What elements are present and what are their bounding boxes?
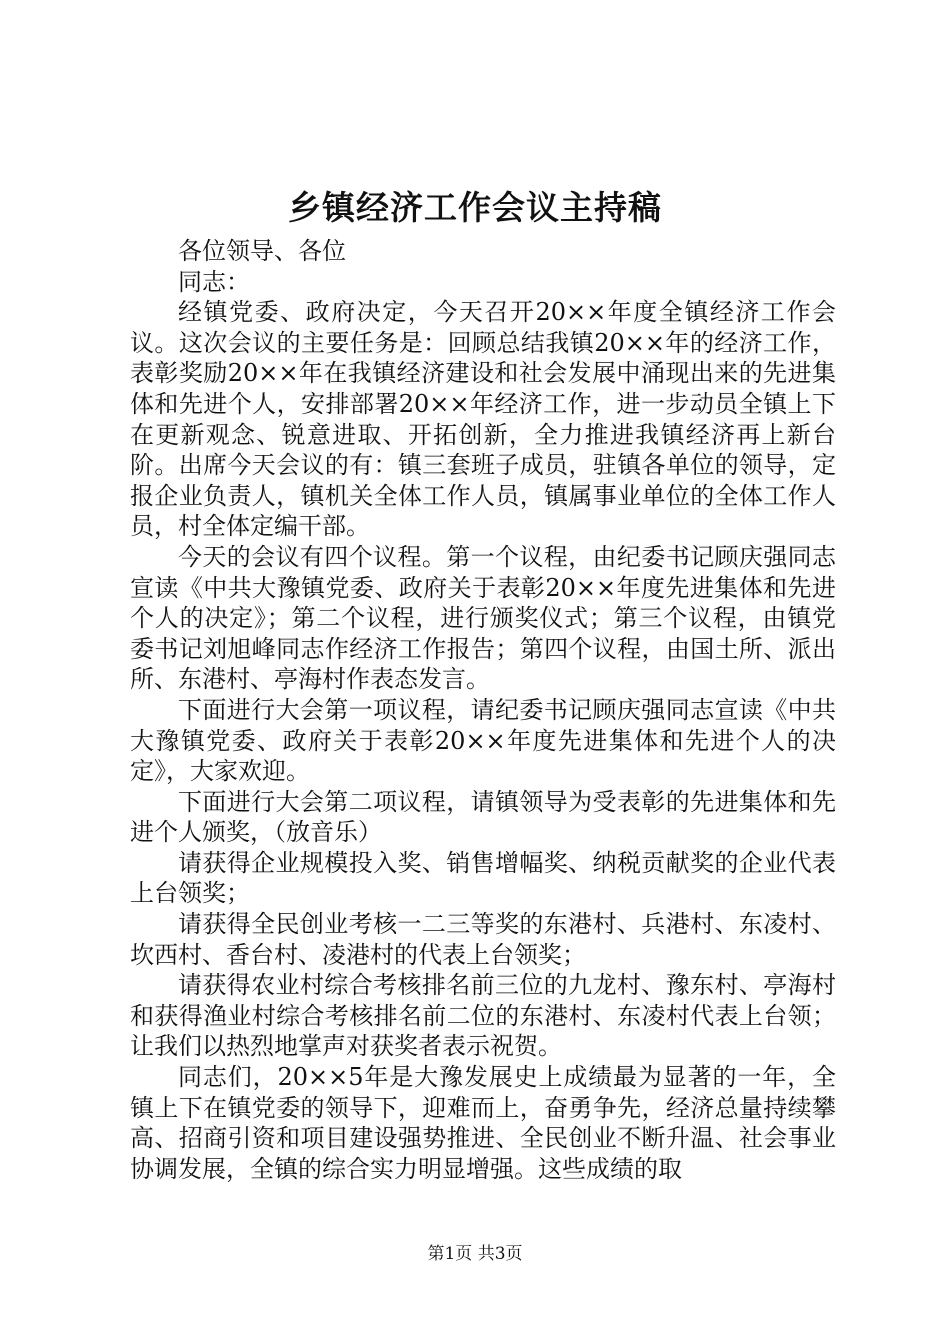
paragraph: 同志们，20××5年是大豫发展史上成绩最为显著的一年，全镇上下在镇党委的领导下，迎难而上，奋勇争先，经济总量持续攀高、招商引资和项目建设强势推进、全民创业不断升温、社会事业协调发展，全镇的综合实力明显增强。这些成绩的取: [130, 1063, 836, 1183]
paragraph: 下面进行大会第一项议程，请纪委书记顾庆强同志宣读《中共大豫镇党委、政府关于表彰20××年度先进集体和先进个人的决定》，大家欢迎。: [130, 695, 836, 786]
paragraph: 经镇党委、政府决定，今天召开20××年度全镇经济工作会议。这次会议的主要任务是：回顾总结我镇20××年的经济工作，表彰奖励20××年在我镇经济建设和社会发展中涌现出来的先进集体和先进个人，安排部署20××年经济工作，进一步动员全镇上下在更新观念、锐意进取、开拓创新，全力推进我镇经济再上新台阶。出席今天会议的有：镇三套班子成员，驻镇各单位的领导，定报企业负责人，镇机关全体工作人员，镇属事业单位的全体工作人员，村全体定编干部。: [130, 298, 836, 541]
page-indicator: 第1页 共3页: [427, 1244, 523, 1264]
paragraph: 请获得全民创业考核一二三等奖的东港村、兵港村、东凌村、坎西村、香台村、凌港村的代表上台领奖；: [130, 910, 836, 969]
paragraph: 请获得企业规模投入奖、销售增幅奖、纳税贡献奖的企业代表上台领奖；: [130, 848, 836, 908]
paragraph: 今天的会议有四个议程。第一个议程，由纪委书记顾庆强同志宣读《中共大豫镇党委、政府关于表彰20××年度先进集体和先进个人的决定》；第二个议程，进行颁奖仪式；第三个议程，由镇党委书记刘旭峰同志作经济工作报告；第四个议程，由国土所、派出所、东港村、亭海村作表态发言。: [130, 542, 836, 694]
paragraph: 各位领导、各位: [178, 237, 346, 265]
paragraph: 同志：: [178, 267, 250, 296]
document-title: 乡镇经济工作会议主持稿: [288, 188, 662, 227]
paragraph: 请获得农业村综合考核排名前三位的九龙村、豫东村、亭海村和获得渔业村综合考核排名前二位的东港村、东凌村代表上台领；让我们以热烈地掌声对获奖者表示祝贺。: [130, 971, 836, 1061]
paragraph: 下面进行大会第二项议程，请镇领导为受表彰的先进集体和先进个人颁奖，（放音乐）: [130, 787, 836, 847]
document-body: [130, 236, 836, 1184]
